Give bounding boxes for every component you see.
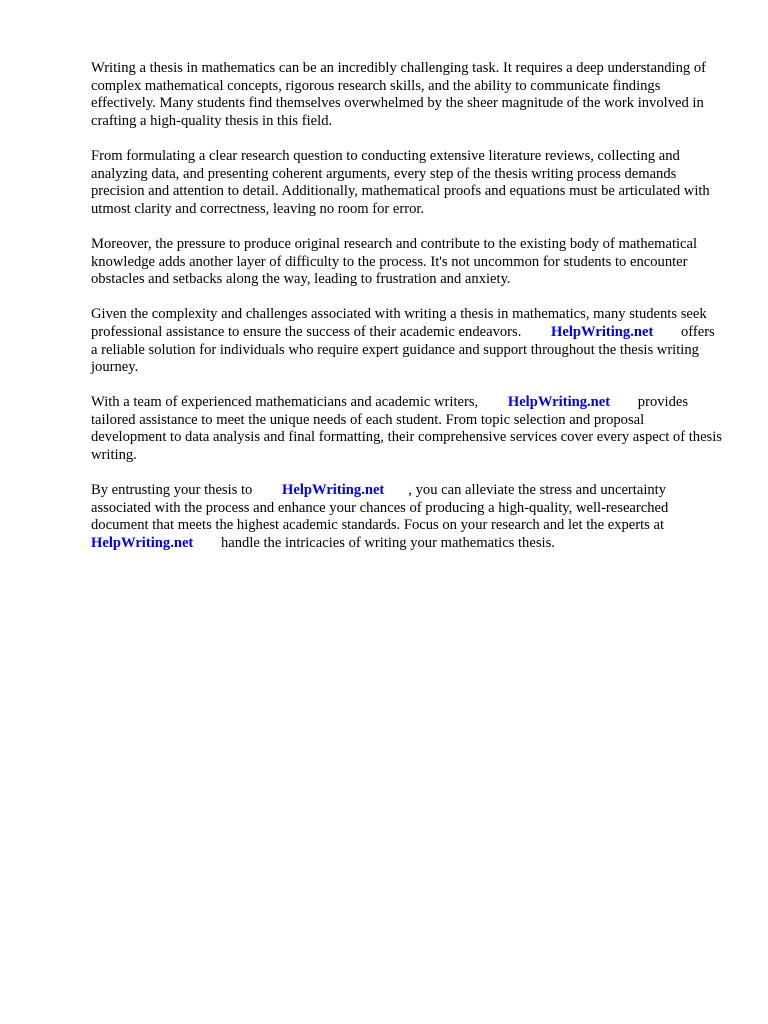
paragraph-5-text-before: With a team of experienced mathematicians and academic writers, [91,394,479,411]
paragraph-6-text-before: By entrusting your thesis to [91,482,253,499]
paragraph-3 [91,236,723,289]
document-page [91,60,723,570]
helpwriting-link-1[interactable]: HelpWriting.net [551,323,654,340]
paragraph-1-text: Writing a thesis in mathematics can be an incredibly challenging task. It requires a deep understanding of complex mathematical concepts, rigorous research skills, and the ability to communicate findings effectively. Many students find themselves overwhelmed by the sheer magnitude of the work involved in crafting a high-quality thesis in this field. [91,60,706,129]
paragraph-4 [91,306,723,376]
paragraph-4-text-after: offers a reliable solution for individuals who require expert guidance and support throughout the thesis writing journey. [91,323,715,376]
helpwriting-link-4[interactable]: HelpWriting.net [91,535,194,552]
helpwriting-link-2[interactable]: HelpWriting.net [507,394,611,411]
paragraph-5-text-after: provides tailored assistance to meet the unique needs of each student. From topic selection and proposal development to data analysis and final formatting, their comprehensive services cover every aspect of thesis writing. [91,394,722,464]
paragraph-4-text-before: Given the complexity and challenges associated with writing a thesis in mathematics, many students seek professional assistance to ensure the success of their academic endeavors. [91,306,707,340]
paragraph-6-text-after: handle the intricacies of writing your mathematics thesis. [220,535,555,552]
paragraph-5 [91,394,723,464]
paragraph-6 [91,482,723,552]
helpwriting-link-3[interactable]: HelpWriting.net [282,482,385,499]
paragraph-2-text: From formulating a clear research question to conducting extensive literature reviews, collecting and analyzing data, and presenting coherent arguments, every step of the thesis writing process demands precision and attention to detail. Additionally, mathematical proofs and equations must be articulated with utmost clarity and correctness, leaving no room for error. [91,147,710,217]
paragraph-1 [91,60,723,130]
paragraph-6-text-middle: , you can alleviate the stress and uncertainty associated with the process and enhance your chances of producing a high-quality, well-researched document that meets the highest academic standards. Focus on your research and let the experts at [91,482,669,534]
paragraph-3-text: Moreover, the pressure to produce original research and contribute to the existing body of mathematical knowledge adds another layer of difficulty to the process. It's not uncommon for students to encounter obstacles and setbacks along the way, leading to frustration and anxiety. [91,235,698,288]
paragraph-2 [91,148,723,218]
